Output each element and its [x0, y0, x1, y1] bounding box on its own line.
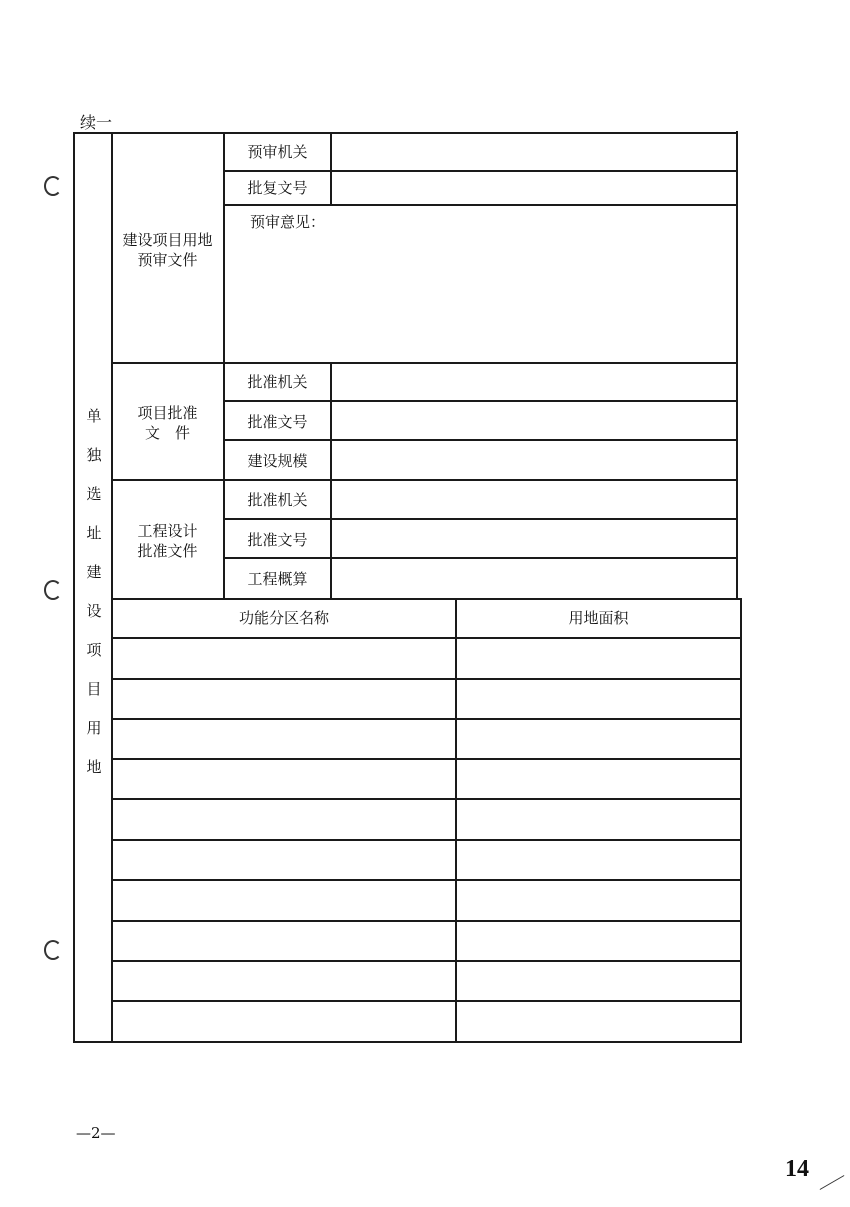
punch-hole-icon	[44, 940, 62, 960]
design-approval-number-field[interactable]	[332, 520, 736, 557]
field-label-preapproval-authority: 预审机关	[247, 143, 308, 161]
preapproval-section-label	[112, 230, 223, 270]
side-title-char: 设	[86, 602, 102, 620]
zone-name-cell[interactable]	[113, 680, 455, 718]
land-area-cell[interactable]	[457, 962, 740, 1000]
zone-name-cell[interactable]	[113, 922, 455, 960]
field-label-project-budget: 工程概算	[247, 570, 308, 588]
field-label-design-authority: 批准机关	[247, 491, 308, 509]
zone-name-cell[interactable]	[113, 962, 455, 1000]
section-label-line: 工程设计	[137, 522, 198, 540]
section-label-line: 项目批准	[137, 404, 198, 422]
zone-name-cell[interactable]	[113, 760, 455, 798]
preapproval-authority-field[interactable]	[332, 134, 736, 170]
field-label-design-number: 批准文号	[247, 531, 308, 549]
section-label-line: 建设项目用地	[122, 231, 213, 249]
land-area-cell[interactable]	[457, 800, 740, 839]
zone-name-cell[interactable]	[113, 639, 455, 678]
side-title-char: 目	[86, 680, 102, 698]
section-label-line: 批准文件	[137, 542, 198, 560]
preapproval-opinion-field[interactable]	[226, 232, 736, 360]
preapproval-opinion-label: 预审意见：	[250, 213, 326, 231]
zone-name-cell[interactable]	[113, 881, 455, 920]
land-area-cell[interactable]	[457, 922, 740, 960]
project-approval-number-field[interactable]	[332, 402, 736, 439]
zone-name-cell[interactable]	[113, 720, 455, 758]
land-area-cell[interactable]	[457, 760, 740, 798]
construction-scale-field[interactable]	[332, 441, 736, 479]
punch-hole-icon	[44, 176, 62, 196]
land-area-cell[interactable]	[457, 720, 740, 758]
page-number: —2—	[76, 1124, 116, 1142]
project-budget-field[interactable]	[332, 559, 736, 598]
land-area-header: 用地面积	[568, 609, 629, 627]
project-approval-section-label	[112, 403, 223, 443]
zone-name-cell[interactable]	[113, 841, 455, 879]
field-label-construction-scale: 建设规模	[247, 452, 308, 470]
land-area-cell[interactable]	[457, 639, 740, 678]
side-title-char: 地	[86, 758, 102, 776]
side-title-char: 选	[86, 485, 102, 503]
field-label-approval-authority: 批准机关	[247, 373, 308, 391]
land-area-cell[interactable]	[457, 841, 740, 879]
design-approval-authority-field[interactable]	[332, 481, 736, 518]
side-title-char: 单	[86, 407, 102, 425]
project-approval-authority-field[interactable]	[332, 364, 736, 400]
design-approval-section-label	[112, 521, 223, 561]
field-label-approval-number: 批准文号	[247, 413, 308, 431]
zone-name-cell[interactable]	[113, 800, 455, 839]
section-label-line: 文 件	[144, 424, 190, 442]
zone-name-header: 功能分区名称	[238, 609, 329, 627]
field-label-approval-doc-number: 批复文号	[247, 179, 308, 197]
zone-name-cell[interactable]	[113, 1002, 455, 1041]
land-area-cell[interactable]	[457, 1002, 740, 1041]
land-area-cell[interactable]	[457, 680, 740, 718]
punch-hole-icon	[44, 580, 62, 600]
land-area-cell[interactable]	[457, 881, 740, 920]
approval-doc-number-field[interactable]	[332, 172, 736, 204]
side-title	[76, 397, 112, 787]
side-title-char: 用	[86, 719, 102, 737]
handwritten-page-count: 14	[785, 1156, 809, 1182]
pen-stroke-icon	[820, 1175, 845, 1190]
side-title-char: 独	[86, 446, 102, 464]
side-title-char: 项	[86, 641, 102, 659]
side-title-char: 址	[86, 524, 102, 542]
continuation-label: 续一	[80, 113, 113, 132]
side-title-char: 建	[86, 563, 102, 581]
section-label-line: 预审文件	[137, 251, 198, 269]
